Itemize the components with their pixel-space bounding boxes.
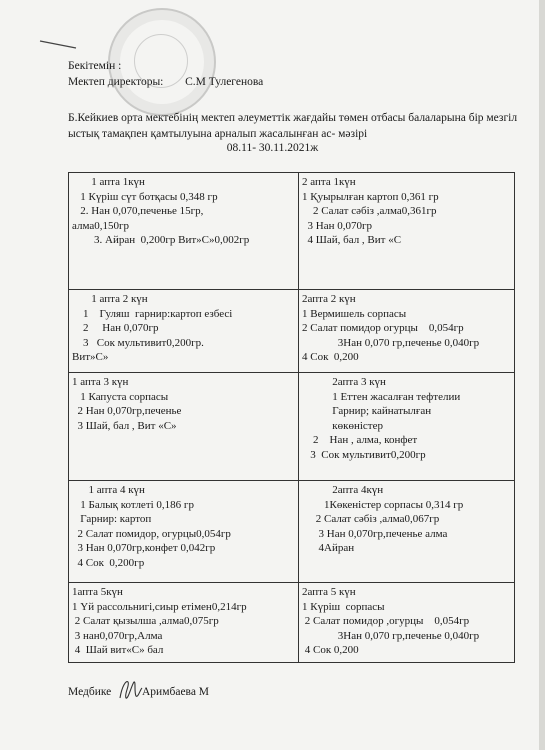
menu-cell-week2-day4: 2апта 4күн 1Көкеністер сорпасы 0,314 гр 2 Салат сәбіз ,алма0,067гр 3 Нан 0,070гр,печенье алма 4Айран: [299, 481, 515, 583]
director-role: Мектеп директоры:: [68, 76, 164, 88]
date-range: 08.11- 30.11.2021ж: [226, 142, 319, 154]
nurse-role: Медбике: [68, 686, 112, 698]
document-title: Б.Кейкиев орта мектебінің мектеп әлеуметтік жағдайы төмен отбасы балаларына бір мезгіл ыстық тамақпен қамтылуына арналып жасалынған ас- мәзірі: [68, 112, 518, 140]
approval-block: [68, 58, 263, 90]
director-name: С.М Тулегенова: [185, 76, 264, 88]
table-row: [69, 583, 515, 663]
approval-label: Бекітемін :: [68, 60, 122, 72]
menu-cell-week2-day5: 2апта 5 күн 1 Күріш сорпасы 2 Салат помидор ,огурцы 0,054гр 3Нан 0,070 гр,печенье 0,040гр 4 Сок 0,200: [299, 583, 515, 663]
menu-table: [68, 172, 515, 663]
menu-cell-week2-day2: 2апта 2 күн 1 Вермишель сорпасы 2 Салат помидор огурцы 0,054гр 3Нан 0,070 гр,печенье 0,040гр 4 Сок 0,200: [299, 290, 515, 373]
menu-cell-week2-day1: 2 апта 1күн 1 Қуырылған картоп 0,361 гр 2 Салат сәбіз ,алма0,361гр 3 Нан 0,070гр 4 Шай, бал , Вит «С: [299, 173, 515, 290]
pen-mark: [38, 38, 78, 50]
scan-edge-strip: [539, 0, 545, 750]
nurse-name: Аримбаева М: [142, 686, 210, 698]
menu-cell-week1-day5: 1апта 5күн 1 Үй рассольнигі,сиыр етімен0,214гр 2 Салат қызылша ,алма0,075гр 3 нан0,070гр,Алма 4 Шай вит«С» бал: [69, 583, 299, 663]
menu-cell-week1-day4: 1 апта 4 күн 1 Балық котлеті 0,186 гр Гарнир: картоп 2 Салат помидор, огурцы0,054гр 3 Нан 0,070гр,конфет 0,042гр 4 Сок 0,200гр: [69, 481, 299, 583]
menu-cell-week1-day2: 1 апта 2 күн 1 Гуляш гарнир:картоп езбесі 2 Нан 0,070гр 3 Сок мультивит0,200гр. Вит»С»: [69, 290, 299, 373]
menu-cell-week1-day3: 1 апта 3 күн 1 Капуста сорпасы 2 Нан 0,070гр,печенье 3 Шай, бал , Вит «С»: [69, 373, 299, 481]
menu-cell-week2-day3: 2апта 3 күн 1 Еттен жасалған тефтелии Гарнир; кайнатылған көкөністер 2 Нан , алма, конфет 3 Сок мультивит0,200гр: [299, 373, 515, 481]
nurse-signature: [114, 676, 144, 702]
table-row: [69, 290, 515, 373]
approval-director-line: [68, 74, 263, 90]
menu-cell-week1-day1: 1 апта 1күн 1 Күріш сүт ботқасы 0,348 гр 2. Нан 0,070,печенье 15гр, алма0,150гр 3. Айран 0,200гр Вит»С»0,002гр: [69, 173, 299, 290]
table-row: [69, 481, 515, 583]
table-row: [69, 173, 515, 290]
table-row: [69, 373, 515, 481]
